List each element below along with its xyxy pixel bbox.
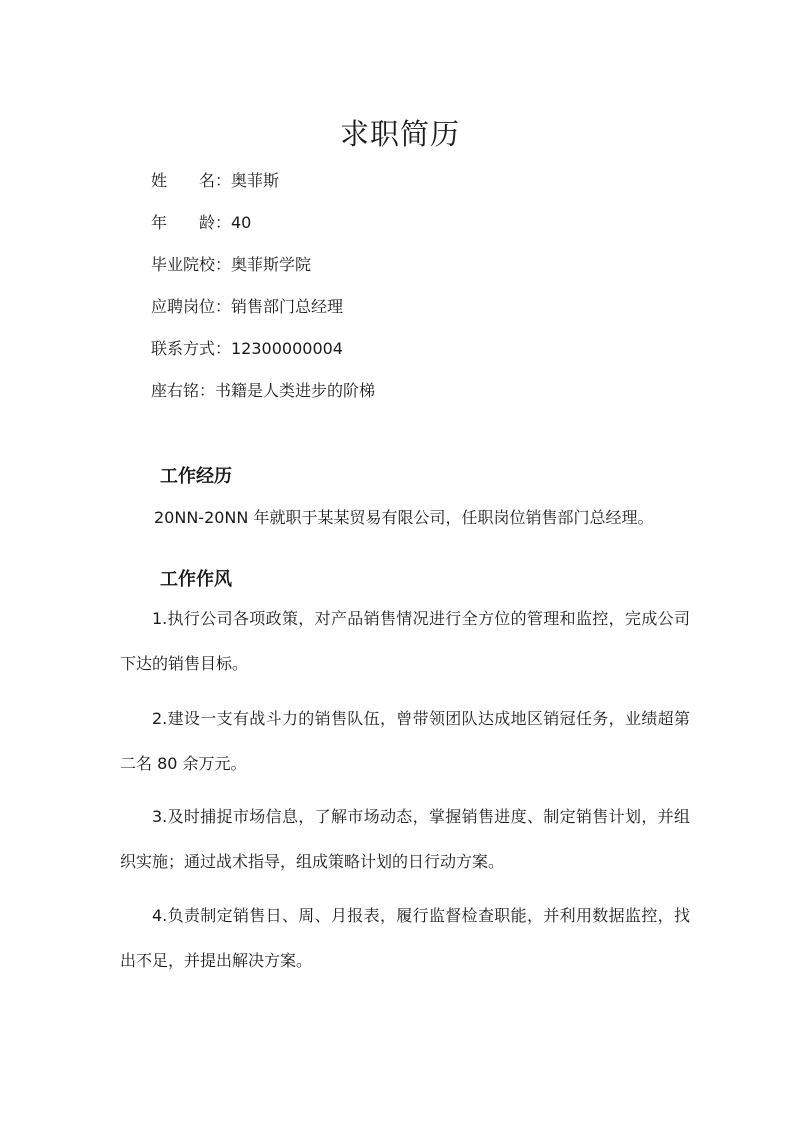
personal-info: [151, 166, 375, 418]
school-label: 毕业院校：: [151, 255, 232, 274]
info-row-contact: [151, 334, 375, 376]
work-style-item-4: 4.负责制定销售日、周、月报表，履行监督检查职能，并利用数据监控，找出不足，并提出解决方案。: [120, 906, 690, 970]
school-value: 奥菲斯学院: [231, 255, 312, 274]
info-row-name: [151, 166, 375, 208]
contact-label: 联系方式：: [151, 339, 232, 358]
position-label: 应聘岗位：: [151, 297, 232, 316]
info-row-age: [151, 208, 375, 250]
name-label: 姓 名：: [151, 171, 231, 190]
page-title: 求职简历: [339, 117, 460, 151]
work-experience-text: 20NN-20NN 年就职于某某贸易有限公司，任职岗位销售部门总经理。: [154, 508, 654, 527]
info-row-school: [151, 250, 375, 292]
work-style-item-2: 2.建设一支有战斗力的销售队伍，曾带领团队达成地区销冠任务，业绩超第二名 80 余万元。: [120, 709, 690, 773]
motto-value: 书籍是人类进步的阶梯: [215, 381, 376, 400]
info-row-motto: [151, 376, 375, 418]
position-value: 销售部门总经理: [231, 297, 344, 316]
work-experience-heading: 工作经历: [160, 466, 232, 487]
info-row-position: [151, 292, 375, 334]
work-style-item-3: 3.及时捕捉市场信息，了解市场动态，掌握销售进度、制定销售计划，并组织实施；通过战术指导，组成策略计划的日行动方案。: [120, 807, 690, 871]
age-label: 年 龄：: [151, 213, 231, 232]
contact-value: 12300000004: [231, 339, 343, 358]
name-value: 奥菲斯: [231, 171, 280, 190]
motto-label: 座右铭：: [151, 381, 216, 400]
work-style-item-1: 1.执行公司各项政策，对产品销售情况进行全方位的管理和监控，完成公司下达的销售目标。: [120, 609, 690, 673]
work-style-heading: 工作作风: [160, 569, 232, 590]
age-value: 40: [231, 213, 252, 232]
